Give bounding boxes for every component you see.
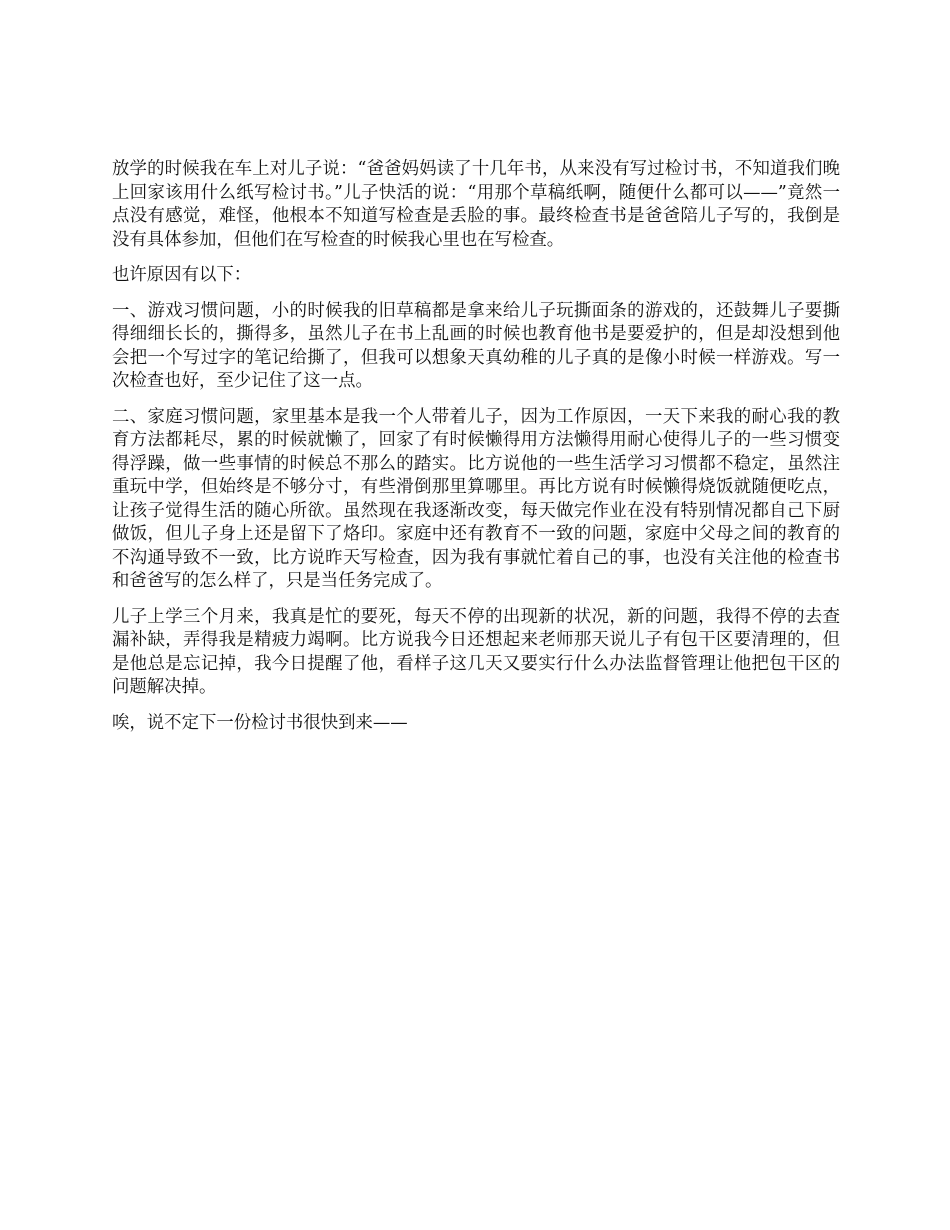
paragraph-school-months: 儿子上学三个月来，我真是忙的要死，每天不停的出现新的状况，新的问题，我得不停的去查漏补缺，弄得我是精疲力竭啊。比方说我今日还想起来老师那天说儿子有包干区要清理的，但是他总是忘记掉，我今日提醒了他，看样子这几天又要实行什么办法监督管理让他把包干区的问题解决掉。: [112, 606, 840, 697]
paragraph-reasons-heading: 也许原因有以下：: [112, 265, 252, 285]
paragraph-closing: 唉，说不定下一份检讨书很快到来——: [112, 712, 408, 733]
document-body: [112, 158, 840, 747]
paragraph-reason-two: 二、家庭习惯问题，家里基本是我一个人带着儿子，因为工作原因，一天下来我的耐心我的教育方法都耗尽，累的时候就懒了，回家了有时候懒得用方法懒得用耐心使得儿子的一些习惯变得浮躁，做一些事情的时候总不那么的踏实。比方说他的一些生活学习习惯都不稳定，虽然注重玩中学，但始终是不够分寸，有些滑倒那里算哪里。再比方说有时候懒得烧饭就随便吃点，让孩子觉得生活的随心所欲。虽然现在我逐渐改变，每天做完作业在没有特别情况都自己下厨做饭，但儿子身上还是留下了烙印。家庭中还有教育不一致的问题，家庭中父母之间的教育的不沟通导致不一致，比方说昨天写检查，因为我有事就忙着自己的事，也没有关注他的检查书和爸爸写的怎么样了，只是当任务完成了。: [112, 406, 840, 591]
paragraph-intro: 放学的时候我在车上对儿子说：“爸爸妈妈读了十几年书，从来没有写过检讨书，不知道我们晚上回家该用什么纸写检讨书。”儿子快活的说：“用那个草稿纸啊，随便什么都可以——”竟然一点没有感觉，难怪，他根本不知道写检查是丢脸的事。最终检查书是爸爸陪儿子写的，我倒是没有具体参加，但他们在写检查的时候我心里也在写检查。: [112, 159, 840, 250]
paragraph-reason-one: 一、游戏习惯问题，小的时候我的旧草稿都是拿来给儿子玩撕面条的游戏的，还鼓舞儿子要撕得细细长长的，撕得多，虽然儿子在书上乱画的时候也教育他书是要爱护的，但是却没想到他会把一个写过字的笔记给撕了，但我可以想象天真幼稚的儿子真的是像小时候一样游戏。写一次检查也好，至少记住了这一点。: [112, 300, 840, 391]
